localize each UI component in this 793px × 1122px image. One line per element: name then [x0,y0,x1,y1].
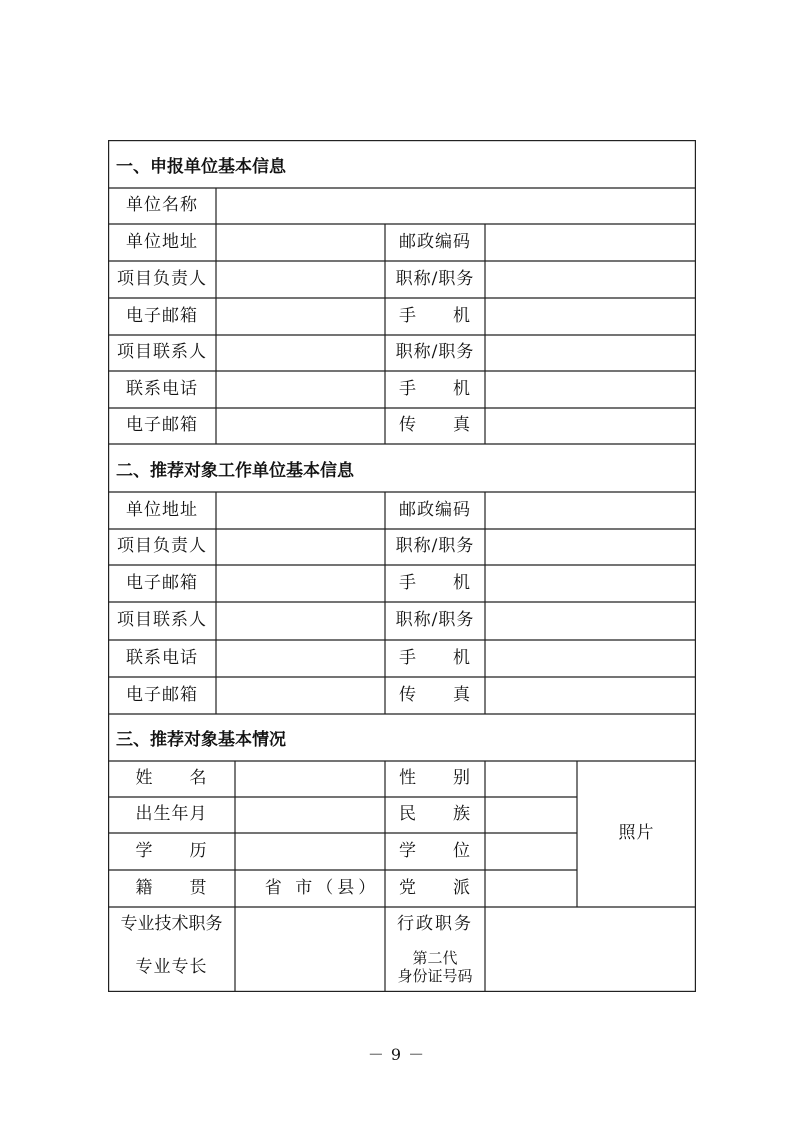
input-ethnicity[interactable] [485,797,577,833]
label-work-title-position: 职称/职务 [395,536,475,557]
label-work-mobile: 手 机 [399,572,471,593]
input-party[interactable] [485,870,577,907]
photo-box[interactable]: 照片 [618,823,655,844]
label-work-project-contact: 项目联系人 [117,610,207,631]
input-fax[interactable] [485,408,696,444]
input-mobile[interactable] [485,298,696,335]
label-postcode: 邮政编码 [399,231,471,252]
page-number: － 9 － [367,1045,426,1064]
label-mobile-2: 手 机 [399,378,471,399]
input-admin-title[interactable] [485,907,696,943]
label-title-position-2: 职称/职务 [395,342,475,363]
input-unit-name[interactable] [216,188,696,224]
input-tech-title[interactable] [235,907,385,943]
input-email[interactable] [216,298,385,335]
section-1-heading: 一、申报单位基本信息 [116,156,286,177]
label-work-email-2: 电子邮箱 [126,684,198,705]
label-id-card-line-2: 身份证号码 [397,966,473,985]
label-birth: 出生年月 [135,804,208,825]
input-work-project-contact[interactable] [216,602,385,640]
input-postcode[interactable] [485,224,696,261]
input-specialty[interactable] [235,943,385,992]
label-work-postcode: 邮政编码 [399,499,471,520]
input-work-mobile[interactable] [485,565,696,602]
input-project-leader[interactable] [216,261,385,298]
input-id-card[interactable] [485,943,696,992]
label-work-contact-phone: 联系电话 [126,647,198,668]
label-title-position: 职称/职务 [395,268,475,289]
label-admin-title: 行政职务 [397,914,473,935]
input-degree[interactable] [485,833,577,870]
label-name: 姓 名 [135,768,208,789]
label-id-card-line-1: 第二代 [412,949,458,968]
label-degree: 学 位 [399,840,471,861]
label-party: 党 派 [399,877,471,898]
input-education[interactable] [235,833,385,870]
label-fax: 传 真 [399,415,471,436]
application-form-table [108,140,696,992]
input-email-2[interactable] [216,408,385,444]
label-mobile: 手 机 [399,305,471,326]
input-name[interactable] [235,761,385,797]
input-work-title-position[interactable] [485,529,696,565]
label-work-title-position-2: 职称/职务 [395,610,475,631]
input-work-mobile-2[interactable] [485,640,696,677]
label-contact-phone: 联系电话 [126,378,198,399]
label-education: 学 历 [135,840,208,861]
input-project-contact[interactable] [216,335,385,371]
label-tech-title: 专业技术职务 [120,914,223,935]
native-place-value[interactable]: 省 市（县） [264,877,380,898]
section-3-heading: 三、推荐对象基本情况 [116,730,286,750]
input-work-unit-address[interactable] [216,492,385,529]
label-id-card [385,943,485,992]
input-birth[interactable] [235,797,385,833]
label-email: 电子邮箱 [126,305,198,326]
input-mobile-2[interactable] [485,371,696,408]
label-work-unit-address: 单位地址 [126,499,198,520]
input-unit-address[interactable] [216,224,385,261]
label-work-fax: 传 真 [399,684,471,705]
label-work-project-leader: 项目负责人 [117,536,207,557]
label-work-email: 电子邮箱 [126,572,198,593]
label-gender: 性 别 [399,768,471,789]
section-2-heading: 二、推荐对象工作单位基本信息 [116,460,354,481]
label-ethnicity: 民 族 [399,804,471,825]
label-email-2: 电子邮箱 [126,415,198,436]
input-work-title-position-2[interactable] [485,602,696,640]
input-work-contact-phone[interactable] [216,640,385,677]
label-native-place: 籍 贯 [135,877,208,898]
input-title-position-2[interactable] [485,335,696,371]
label-project-leader: 项目负责人 [117,268,207,289]
input-contact-phone[interactable] [216,371,385,408]
input-work-email[interactable] [216,565,385,602]
input-work-fax[interactable] [485,677,696,714]
input-work-email-2[interactable] [216,677,385,714]
label-project-contact: 项目联系人 [117,342,207,363]
input-work-postcode[interactable] [485,492,696,529]
input-work-project-leader[interactable] [216,529,385,565]
input-gender[interactable] [485,761,577,797]
input-title-position[interactable] [485,261,696,298]
label-unit-address: 单位地址 [126,231,198,252]
label-specialty: 专业专长 [135,956,208,977]
label-unit-name: 单位名称 [126,195,198,216]
label-work-mobile-2: 手 机 [399,647,471,668]
